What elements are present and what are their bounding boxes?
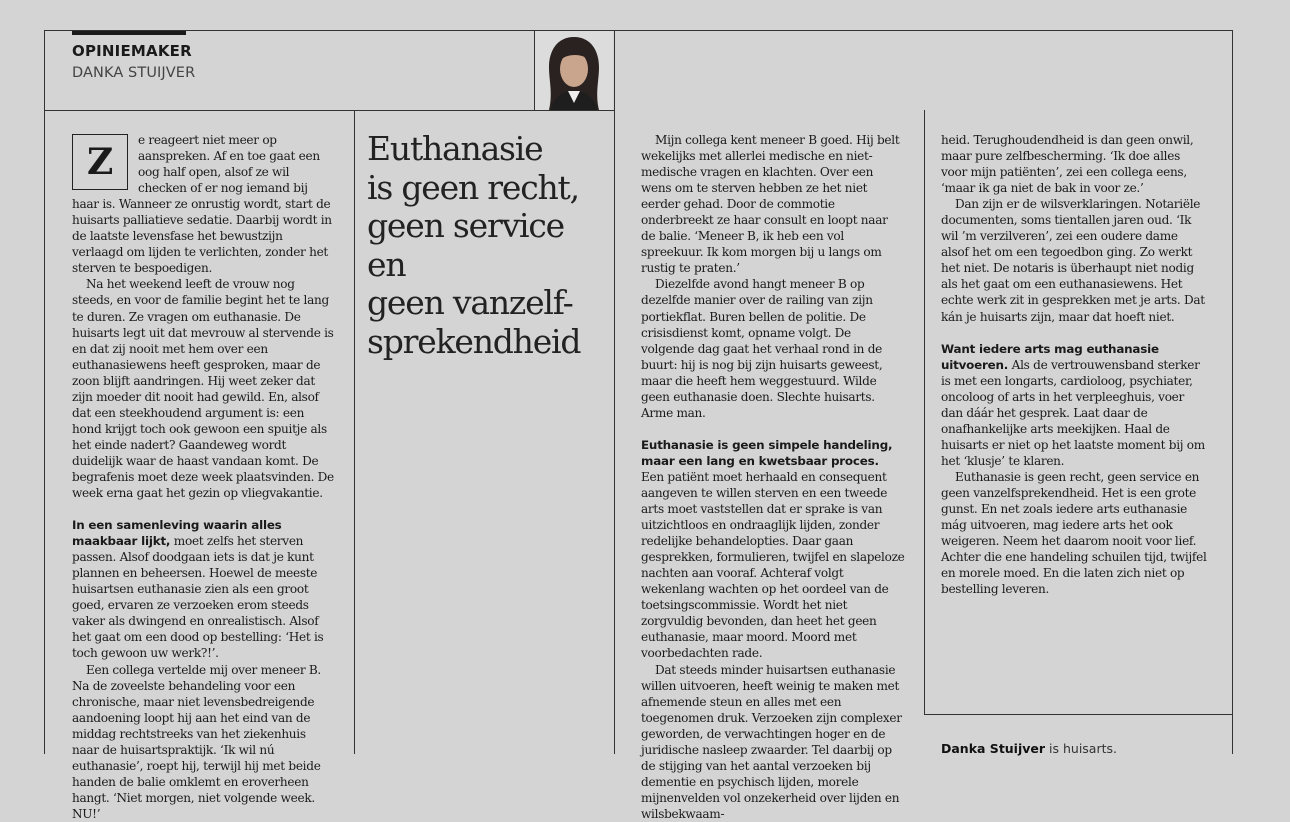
drop-cap: Z xyxy=(72,134,128,190)
paragraph-text: moet zelfs het sterven passen. Alsof doodgaan iets is dat je kunt plannen en beheersen. Hoewel de meeste huisartsen euthanasie zien als een groot goed, ervaren ze verzoeken erom steeds vaker als dwingend en onrealistisch. Alsof het gaat om een dood op bestelling: ‘Het is toch gewoon uw werk?!’. xyxy=(72,534,324,661)
paragraph xyxy=(72,517,336,661)
column-divider-2 xyxy=(614,30,615,754)
article-column-1 xyxy=(72,132,336,822)
paragraph: Dan zijn er de wilsverklaringen. Notariële documenten, soms tientallen jaren oud. ‘Ik wil ’m verzilveren’, zei een oudere dame alsof het om een tegoedbon ging. Zo werkt het niet. De notaris is überhaupt niet nodig als het gaat om een euthanasiewens. Het echte werk zit in gesprekken met je arts. Dat kán je huisarts zijn, maar dat hoeft niet. xyxy=(941,197,1205,324)
kicker-bar xyxy=(72,31,186,35)
headline-line: geen service en xyxy=(367,206,564,284)
article-column-3 xyxy=(641,132,905,822)
paragraph: Euthanasie is geen recht, geen service en geen vanzelfsprekendheid. Het is een grote gunst. En net zoals iedere arts euthanasie mág uitvoeren, mag iedere arts het ook weigeren. Neem het daarom nooit voor lief. Achter die ene handeling schuilen tijd, twijfel en morele moed. En die laten zich niet op bestelling leveren. xyxy=(941,469,1207,597)
paragraph: Mijn collega kent meneer B goed. Hij belt wekelijks met allerlei medische en niet-medische vragen en klachten. Over een wens om te sterven hebben ze het niet eerder gehad. Door de commotie onderbreekt ze haar consult en loopt naar de balie. ‘Meneer B, ik heb een vol spreekuur. Ik kom morgen bij u langs om rustig te praten.’ xyxy=(641,133,900,276)
frame-left-rule xyxy=(44,30,45,754)
headline-line: geen vanzelf- xyxy=(367,283,573,322)
headline-line: is geen recht, xyxy=(367,167,579,207)
author-bio-name: Danka Stuijver xyxy=(941,741,1046,756)
headline-line: sprekendheid xyxy=(367,321,581,361)
bio-rule xyxy=(924,714,1232,715)
article-column-4 xyxy=(941,132,1207,597)
paragraph: Na het weekend leeft de vrouw nog steeds, en voor de familie begint het te lang te duren. Ze vragen om euthanasie. De huisarts legt uit dat mevrouw al stervende is en dat zij nooit met hem over een euthanasiewens heeft gesproken, maar de zoon blijft aandringen. Hij weet zeker dat zijn moeder dit nooit had gewild. En, alsof dat een steekhoudend argument is: een hond krijgt toch ook gewoon een spuitje als het einde nadert? Gaandeweg wordt duidelijk waar de haast vandaan komt. De begrafenis moet deze week plaatsvinden. De week erna gaat het gezin op vliegvakantie. xyxy=(72,277,334,501)
paragraph: e reageert niet meer op aanspreken. Af en toe gaat een oog half open, alsof ze wil checken of er nog iemand bij haar is. Wanneer ze onrustig wordt, start de huisarts palliatieve sedatie. Daarbij wordt in de laatste levensfase het bewustzijn verlaagd om lijden te verlichten, zonder het sterven te bespoedigen. xyxy=(72,133,332,276)
author-byline: DANKA STUIJVER xyxy=(72,65,196,81)
author-portrait xyxy=(535,31,613,110)
paragraph-lead: Euthanasie is geen simpele handeling, maar een lang en kwetsbaar proces. xyxy=(641,437,893,468)
paragraph-text: Als de vertrouwensband sterker is met een longarts, cardioloog, psychiater, oncoloog of arts in het verpleeghuis, voer dan dáár het gesprek. Laat daar de onafhankelijke arts meekijken. Haal de huisarts er niet op het laatste moment bij om het ‘klusje’ te klaren. xyxy=(941,357,1205,468)
column-divider-1 xyxy=(354,110,355,754)
author-bio-text: is huisarts. xyxy=(1045,741,1117,756)
column-divider-3 xyxy=(924,110,925,714)
frame-right-rule xyxy=(1232,30,1233,754)
paragraph: Dat steeds minder huisartsen euthanasie willen uitvoeren, heeft weinig te maken met afnemende steun en alles met een toegenomen druk. Verzoeken zijn complexer geworden, de verwachtingen hoger en de juridische nasleep zwaarder. Tel daarbij op de stijging van het aantal verzoeken bij dementie en psychisch lijden, morele mijnenvelden vol onzekerheid over lijden en wilsbekwaam- xyxy=(641,662,902,821)
kicker-label: OPINIEMAKER xyxy=(72,42,192,60)
paragraph-lead: In een samenleving waarin alles maakbaar lijkt, xyxy=(72,518,282,549)
frame-top-rule xyxy=(44,30,1232,31)
paragraph-text: Een patiënt moet herhaald en consequent aangeven te willen sterven en een tweede arts moet vaststellen dat er sprake is van uitzichtloos en ondraaglijk lijden, zonder redelijke behandelopties. Daar gaan gesprekken, formulieren, twijfel en slapeloze nachten aan vooraf. Achteraf volgt wekenlang wachten op het oordeel van de toetsingscommissie. Wordt het niet zorgvuldig bevonden, dan heet het geen euthanasie, maar moord. Moord met voorbedachten rade. xyxy=(641,469,905,661)
author-bio xyxy=(941,741,1117,756)
paragraph xyxy=(941,341,1207,469)
paragraph xyxy=(641,437,905,662)
paragraph-lead: Want iedere arts mag euthanasie uitvoeren. xyxy=(941,341,1159,372)
paragraph: heid. Terughoudendheid is dan geen onwil, maar pure zelfbescherming. ‘Ik doe alles voor mijn patiënten’, zei een collega eens, ‘maar ik ga niet de bak in voor ze.’ xyxy=(941,133,1194,196)
paragraph: Een collega vertelde mij over meneer B. Na de zoveelste behandeling voor een chronische, maar niet levensbedreigende aandoening loopt hij aan het eind van de middag rechtstreeks van het ziekenhuis naar de huisartspraktijk. ‘Ik wil nú euthanasie’, roept hij, terwijl hij met beide handen de balie omklemt en eroverheen hangt. ‘Niet morgen, niet volgende week. NU!’ xyxy=(72,662,321,821)
paragraph: Diezelfde avond hangt meneer B op dezelfde manier over de railing van zijn portiekflat. Buren bellen de politie. De crisisdienst komt, opname volgt. De volgende dag gaat het verhaal rond in de buurt: hij is nog bij zijn huisarts geweest, maar die heeft hem weggestuurd. Wilde geen euthanasie doen. Slechte huisarts. Arme man. xyxy=(641,277,883,420)
headline xyxy=(367,130,607,361)
header-bottom-rule xyxy=(44,110,614,111)
headline-line: Euthanasie xyxy=(367,129,543,168)
